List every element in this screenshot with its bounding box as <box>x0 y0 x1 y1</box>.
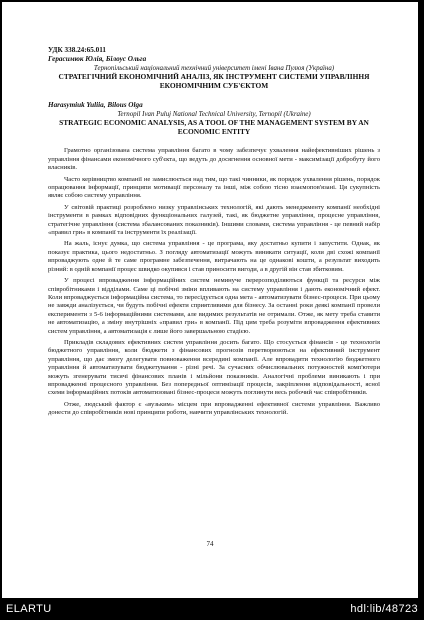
body-paragraph: Отже, людський фактор є «вузьким» місцем при впровадженні ефективної системи управління. Важливо донести до співробітників нові принципи роботи, навчити управлінських технологій. <box>48 400 380 417</box>
body-paragraph: Часто керівництво компанії не замислюється над тим, що такі чинники, як порядок ухвалення рішень, порядок опрацювання інформації, принципи мотивації персоналу та інші, між собою тісно взаємопов'язані. Ця сукупність являє собою систему управління. <box>48 175 380 200</box>
body-paragraph: У процесі впровадження інформаційних систем неминуче перерозподіляються функції та ресурси між співробітниками і відділами. Саме ці побічні зміни впливають на систему управління і дають економічний ефект. Коли впроваджується інформаційна система, то пересідується одна мета - автоматизувати бізнес-процеси. При цьому не завжди аналізується, чи будуть побічні ефекти сприятливими для бізнесу. За останні роки деякі компанії провели експерименти з 5-6 інформаційними системами, але видимих результатів не отримали. Отже, як мету треба ставити не автоматизацію, а зміну внутрішніх «правил гри» в компанії. Під цим треба розуміти впровадження ефективних систем управління, а автоматизація є лише його завершальною стадією. <box>48 277 380 335</box>
affiliation-en: Ternopil Ivan Puluj National Technical University, Ternopil (Ukraine) <box>117 110 311 118</box>
body-paragraph: Прикладів складових ефективних систем управління досить багато. Що стосується фінансів - це технологія бюджетного управління, коли бюджети з фінансових прогнозів перетворюються на ефективний інструмент управління, що дає змогу делегувати повноваження всередині компанії. Але впровадити технологію бюджетного управління й автоматизувати бюджетування - різні речі. За сучасних обчислювальних потужностей комп'ютери можуть згенерувати тисячі фінансових планів і мільйони показників. Аналогічні проблеми виникають і при впровадженні процесного управління. Без попередньої оптимізації процесів, закріплення відповідальності, ясної схеми інформаційних потоків автоматизовані бізнес-процеси можуть поглинути весь робочий час співробітників. <box>48 338 380 397</box>
article-content <box>48 46 380 421</box>
handle-identifier: hdl:lib/48723 <box>350 603 418 615</box>
authors-ua: Герасимюк Юлія, Білоус Ольга <box>48 55 147 64</box>
udc-code: УДК 338.24:65.011 <box>48 46 107 54</box>
spacer <box>48 136 380 147</box>
spacer <box>48 90 380 101</box>
title-en: STRATEGIC ECONOMIC ANALYSIS, AS A TOOL OF THE MANAGEMENT SYSTEM BY AN ECONOMIC ENTITY <box>59 118 369 136</box>
body-paragraph: Грамотно організована система управління багато в чому забезпечує ухвалення найефективніших рішень з управління фінансами економічного суб'єкта, що ведуть до досягнення основної мети - максимізації добробуту його власників. <box>48 147 380 172</box>
title-ua: СТРАТЕГІЧНИЙ ЕКОНОМІЧНИЙ АНАЛІЗ, ЯК ІНСТРУМЕНТ СИСТЕМИ УПРАВЛІННЯ ЕКОНОМІЧНИМ СУБ'ЄКТОМ <box>58 72 370 90</box>
repository-name: ELARTU <box>6 603 52 615</box>
repository-footer-bar <box>0 598 424 620</box>
authors-en: Harasymiuk Yuliia, Bilous Olga <box>48 101 143 110</box>
page-number: 74 <box>206 540 214 548</box>
document-page <box>2 2 418 598</box>
body-paragraph: На жаль, існує думка, що система управління - це програма, яку достатньо купити і запустити. Однак, як показує практика, цього недостатньо. З погляду автоматизації можуть виникати ситуації, коли дві схожі компанії впроваджують одне й те саме програмне забезпечення, витрачають на це однакові кошти, а результат виходить різний: в одній компанії процес швидко окупився і став приносити вигоди, а в другій він став збитковим. <box>48 240 380 273</box>
body-paragraph: У світовій практиці розроблено низку управлінських технологій, які дають менеджменту компанії необхідні інструменти в рамках відповідних функціональних галузей, такі, як бюджетне управління, процесне управління, стратегічне управління (система збалансованих показників). Іншими словами, система управління - це певний набір «правил гри» в компанії та інструменти їх реалізації. <box>48 203 380 237</box>
affiliation-ua: Тернопільський національний технічний університет імені Івана Пулюя (Україна) <box>93 64 335 72</box>
